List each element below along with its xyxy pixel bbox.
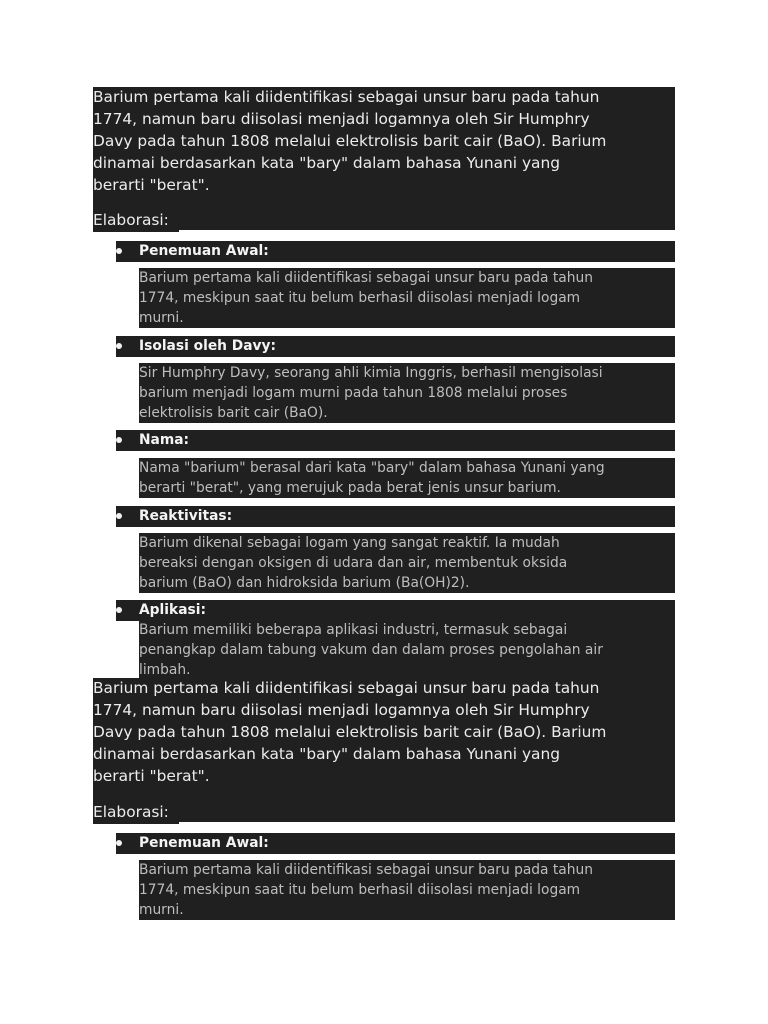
list-item	[116, 241, 675, 262]
text-line: limbah.	[139, 662, 191, 678]
text-line: penangkap dalam tabung vakum dan dalam proses pengolahan air	[139, 642, 603, 658]
list-item-title: Penemuan Awal:	[139, 243, 269, 259]
text-line: Barium pertama kali diidentifikasi sebagai unsur baru pada tahun	[93, 88, 600, 106]
text-line: murni.	[139, 310, 184, 326]
list-item-description	[139, 458, 675, 498]
text-line: berarti "berat".	[93, 766, 210, 785]
list-item-title: Aplikasi:	[139, 602, 206, 618]
text-line: Barium dikenal sebagai logam yang sangat reaktif. Ia mudah	[139, 535, 560, 551]
bullet-icon	[116, 248, 122, 254]
list-item-description	[139, 620, 675, 680]
text-line: berarti "berat".	[93, 175, 210, 194]
list-item-description	[139, 268, 675, 328]
list-item-title: Penemuan Awal:	[139, 835, 269, 851]
text-line: 1774, meskipun saat itu belum berhasil diisolasi menjadi logam	[139, 882, 581, 898]
intro-paragraph	[93, 678, 675, 822]
text-line: dinamai berdasarkan kata "bary" dalam bahasa Yunani yang	[93, 744, 561, 763]
list-item	[116, 336, 675, 357]
section-label: Elaborasi:	[93, 802, 179, 824]
text-line: berarti "berat", yang merujuk pada berat jenis unsur barium.	[139, 480, 561, 496]
text-line: dinamai berdasarkan kata "bary" dalam bahasa Yunani yang	[93, 153, 561, 172]
list-item-title: Nama:	[139, 432, 190, 448]
text-line: Sir Humphry Davy, seorang ahli kimia Inggris, berhasil mengisolasi	[139, 365, 603, 381]
bullet-icon	[116, 437, 122, 443]
text-line: barium (BaO) dan hidroksida barium (Ba(OH)2).	[139, 575, 470, 591]
list-item-description	[139, 533, 675, 593]
text-line: 1774, meskipun saat itu belum berhasil diisolasi menjadi logam	[139, 290, 581, 306]
section-label: Elaborasi:	[93, 210, 179, 232]
bullet-icon	[116, 840, 122, 846]
text-line: 1774, namun baru diisolasi menjadi logamnya oleh Sir Humphry	[93, 700, 590, 719]
intro-paragraph	[93, 87, 675, 230]
bullet-icon	[116, 513, 122, 519]
list-item	[116, 600, 675, 621]
bullet-icon	[116, 607, 122, 613]
text-line: Davy pada tahun 1808 melalui elektrolisis barit cair (BaO). Barium	[93, 722, 607, 741]
list-item-description	[139, 860, 675, 920]
text-line: bereaksi dengan oksigen di udara dan air, membentuk oksida	[139, 555, 568, 571]
text-line: Davy pada tahun 1808 melalui elektrolisis barit cair (BaO). Barium	[93, 131, 607, 150]
text-line: Nama "barium" berasal dari kata "bary" dalam bahasa Yunani yang	[139, 460, 605, 476]
text-line: Barium pertama kali diidentifikasi sebagai unsur baru pada tahun	[139, 862, 593, 878]
list-item-title: Reaktivitas:	[139, 508, 233, 524]
text-line: murni.	[139, 902, 184, 918]
list-item-title: Isolasi oleh Davy:	[139, 338, 277, 354]
text-line: Barium pertama kali diidentifikasi sebagai unsur baru pada tahun	[139, 270, 593, 286]
bullet-icon	[116, 343, 122, 349]
text-line: 1774, namun baru diisolasi menjadi logamnya oleh Sir Humphry	[93, 109, 590, 128]
list-item	[116, 506, 675, 527]
text-line: Barium memiliki beberapa aplikasi industri, termasuk sebagai	[139, 622, 568, 638]
text-line: Barium pertama kali diidentifikasi sebagai unsur baru pada tahun	[93, 679, 600, 697]
text-line: elektrolisis barit cair (BaO).	[139, 405, 328, 421]
text-line: barium menjadi logam murni pada tahun 1808 melalui proses	[139, 385, 568, 401]
list-item-description	[139, 363, 675, 423]
list-item	[116, 833, 675, 854]
list-item	[116, 430, 675, 451]
